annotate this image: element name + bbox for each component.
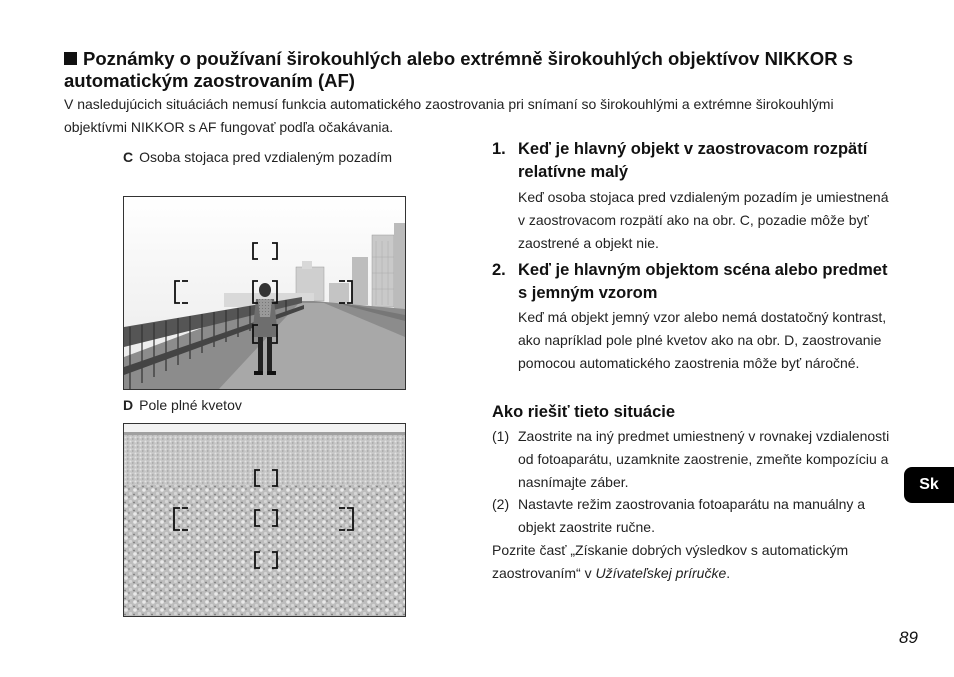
section-heading: Poznámky o používaní širokouhlých alebo extrémně širokouhlých objektívov NIKKOR s automatickým zaostrovaním (AF) xyxy=(64,48,853,91)
manual-reference: Pozrite časť „Získanie dobrých výsledkov s automatickým zaostrovaním“ v Užívateľskej príručke. xyxy=(492,542,849,581)
page-number: 89 xyxy=(899,628,918,647)
item-2-text: Keď má objekt jemný vzor alebo nemá dostatočný kontrast, ako napríklad pole plné kvetov ako na obr. D, zaostrovanie pomocou automatického zaostrenia môže byť náročné. xyxy=(518,309,887,371)
manual-title: Užívateľskej príručke xyxy=(595,565,727,581)
figure-c-photo xyxy=(123,196,406,390)
solution-heading: Ako riešiť tieto situácie xyxy=(492,403,676,421)
figure-d-caption: D Pole plné kvetov xyxy=(123,397,242,413)
street-scene-illustration xyxy=(124,197,405,389)
item-1-text: Keď osoba stojaca pred vzdialeným pozadím je umiestnená v zaostrovacom rozpätí ako na obr. C, pozadie môže byť zaostrené a objekt nie. xyxy=(518,189,889,251)
black-square-icon xyxy=(64,52,77,65)
right-column: 1. Keď je hlavný objekt v zaostrovacom rozpätí relatívne malý Keď osoba stojaca pred vzdialeným pozadím je umiestnená v zaostrovacom rozpätí ako na obr. C, pozadie môže byť zaostrené a objekt nie. 2. Keď je hlavným objektom scéna alebo predmet s jemným vzorom Keď má objekt jemný vzor alebo nemá dostatočný kontrast, ako napríklad pole plné kvetov ako na obr. D, zaostrovanie pomocou automatického zaostrenia môže byť náročné. Ako riešiť tieto situácie (1) Zaostrite na iný predmet umiestnený v rovnakej vzdialenosti od fotoaparátu, uzamknite zaostrenie, zmeňte kompozíciu a nasnímajte záber. (2) Nastavte režim zaostrovania fotoaparátu na manuálny a objekt zaostrite ručne. Pozrite časť „Získanie dobrých výsledkov s automatickým zaostrovaním“ v Užívateľskej príručke. xyxy=(492,138,892,598)
figure-c-caption: C Osoba stojaca pred vzdialeným pozadím xyxy=(123,149,393,165)
intro-paragraph: V nasledujúcich situáciách nemusí funkcia automatického zaostrovania pri snímaní so širokouhlými a extrémne širokouhlými objektívmi NIKKOR s AF fungovať podľa očakávania. xyxy=(64,96,834,135)
figure-c-label: C xyxy=(123,149,134,165)
figure-d-photo xyxy=(123,423,406,617)
flower-field-illustration xyxy=(124,424,405,616)
figure-d-label: D xyxy=(123,397,134,413)
language-tab: Sk xyxy=(904,467,954,503)
